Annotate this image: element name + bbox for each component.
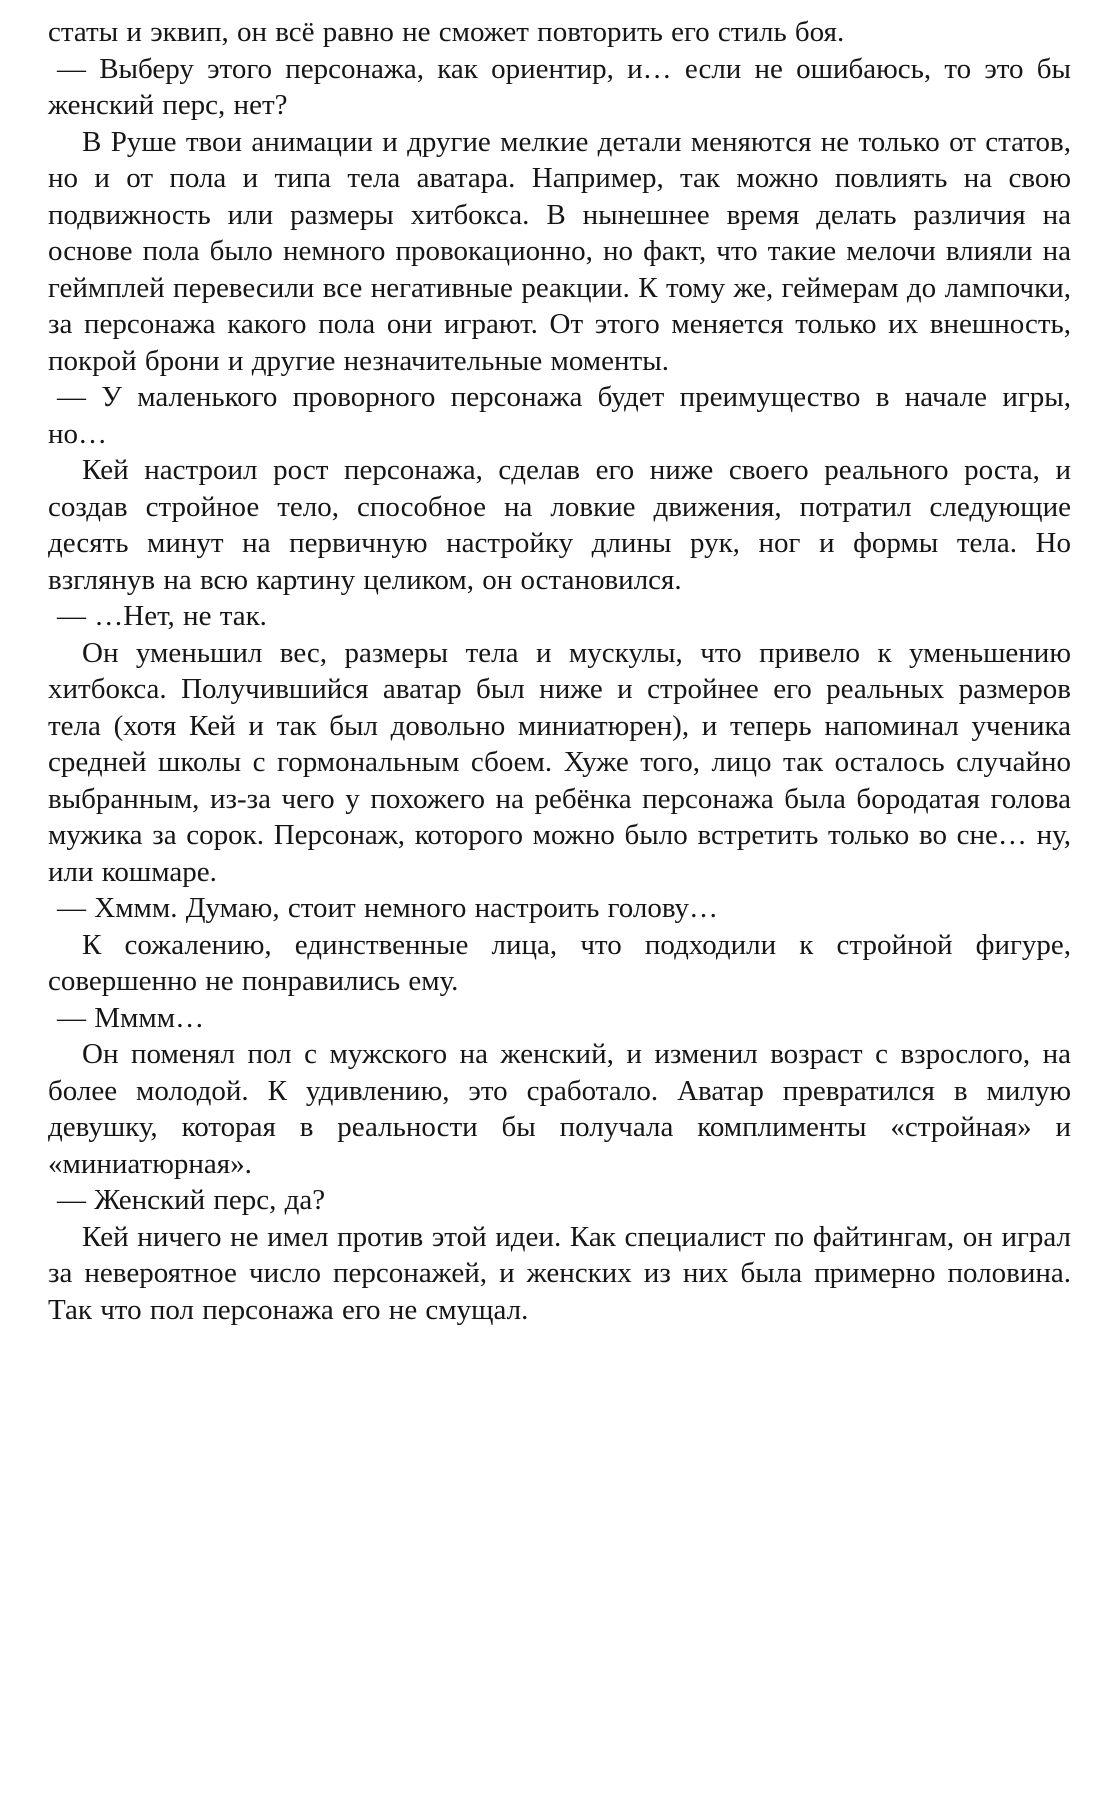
paragraph: К сожалению, единственные лица, что подходили к стройной фигуре, совершенно не понравились ему. bbox=[48, 928, 1071, 997]
paragraph-dialogue: — Женский перс, да? bbox=[57, 1184, 326, 1216]
paragraph-dialogue: — Выберу этого персонажа, как ориентир, и… если не ошибаюсь, то это бы женский перс, нет? bbox=[48, 52, 1071, 121]
paragraph-dialogue: — Хммм. Думаю, стоит немного настроить голову… bbox=[57, 892, 719, 924]
page-text bbox=[48, 14, 1071, 1328]
paragraph: Он поменял пол с мужского на женский, и изменил возраст с взрослого, на более молодой. К удивлению, это сработало. Аватар превратился в милую девушку, которая в реальности бы получала комплименты «стройная» и «миниатюрная». bbox=[48, 1038, 1071, 1180]
paragraph: Он уменьшил вес, размеры тела и мускулы, что привело к уменьшению хитбокса. Получившийся аватар был ниже и стройнее его реальных размеров тела (хотя Кей и так был довольно миниатюрен), и теперь напоминал ученика средней школы с гормональным сбоем. Хуже того, лицо так осталось случайно выбранным, из-за чего у похожего на ребёнка персонажа была бородатая голова мужика за сорок. Персонаж, которого можно было встретить только во сне… ну, или кошмаре. bbox=[48, 636, 1071, 888]
paragraph: Кей настроил рост персонажа, сделав его ниже своего реального роста, и создав стройное тело, способное на ловкие движения, потратил следующие десять минут на первичную настройку длины рук, ног и формы тела. Но взглянув на всю картину целиком, он остановился. bbox=[48, 454, 1071, 596]
paragraph: Кей ничего не имел против этой идеи. Как специалист по файтингам, он играл за невероятное число персонажей, и женских из них была примерно половина. Так что пол персонажа его не смущал. bbox=[48, 1220, 1071, 1326]
paragraph-dialogue: — …Нет, не так. bbox=[57, 600, 267, 632]
paragraph-dialogue: — Мммм… bbox=[57, 1001, 205, 1034]
paragraph: статы и эквип, он всё равно не сможет повторить его стиль боя. bbox=[48, 16, 845, 48]
paragraph: В Руше твои анимации и другие мелкие детали меняются не только от статов, но и от пола и типа тела аватара. Например, так можно повлиять на свою подвижность или размеры хитбокса. В нынешнее время делать различия на основе пола было немного провокационно, но факт, что такие мелочи влияли на геймплей перевесили все негативные реакции. К тому же, геймерам до лампочки, за персонажа какого пола они играют. От этого меняется только их внешность, покрой брони и другие незначительные моменты. bbox=[48, 125, 1071, 377]
paragraph-dialogue: — У маленького проворного персонажа будет преимущество в начале игры, но… bbox=[48, 381, 1071, 450]
